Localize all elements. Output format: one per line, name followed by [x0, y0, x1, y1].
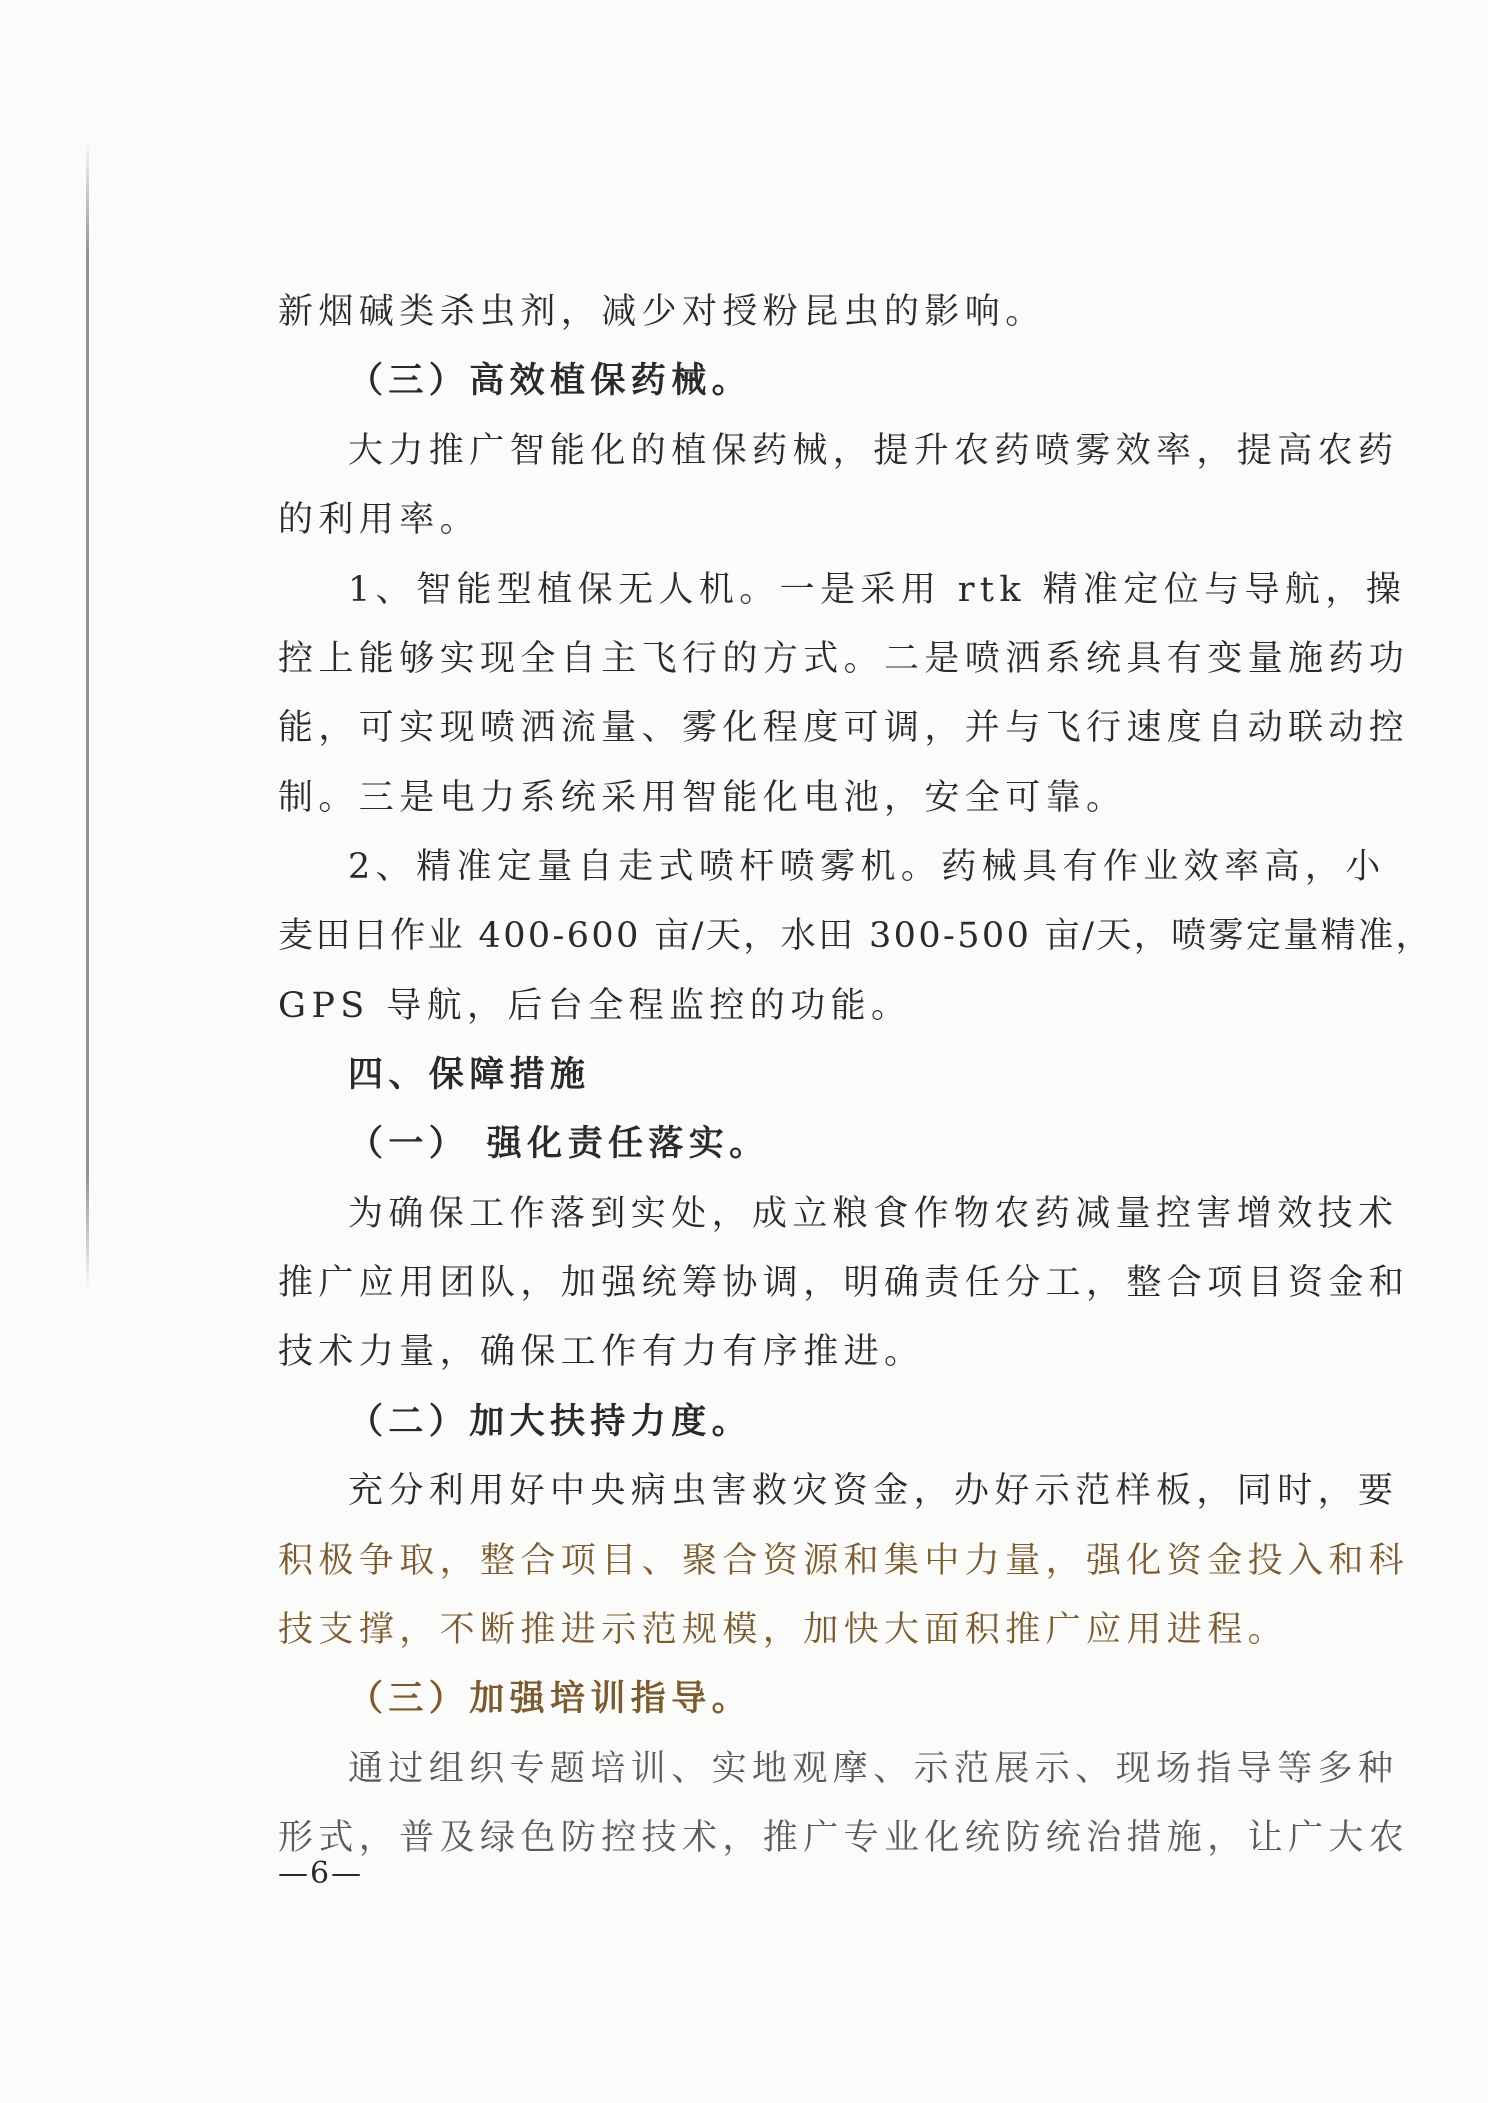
- paragraph-line: 麦田日作业 400-600 亩/天，水田 300-500 亩/天，喷雾定量精准，: [278, 916, 1433, 956]
- paragraph-line: 2、精准定量自走式喷杆喷雾机。药械具有作业效率高，小: [348, 847, 1386, 887]
- section-heading: （三）高效植保药械。: [348, 361, 753, 401]
- paragraph-line: 积极争取，整合项目、聚合资源和集中力量，强化资金投入和科: [278, 1541, 1410, 1581]
- paragraph-line: 控上能够实现全自主飞行的方式。二是喷洒系统具有变量施药功: [278, 639, 1410, 679]
- section-heading: （三）加强培训指导。: [348, 1679, 753, 1719]
- paragraph-line: 充分利用好中央病虫害救灾资金，办好示范样板，同时，要: [348, 1471, 1399, 1511]
- scan-edge-shadow: [86, 140, 89, 1290]
- paragraph-line: 形式，普及绿色防控技术，推广专业化统防统治措施，让广大农: [278, 1818, 1410, 1858]
- paragraph-line: 推广应用团队，加强统筹协调，明确责任分工，整合项目资金和: [278, 1263, 1410, 1303]
- page-number: —6—: [278, 1856, 364, 1891]
- paragraph-line: 为确保工作落到实处，成立粮食作物农药减量控害增效技术: [348, 1194, 1399, 1234]
- section-heading: （二）加大扶持力度。: [348, 1402, 753, 1442]
- chapter-heading: 四、保障措施: [348, 1055, 591, 1095]
- paragraph-line: GPS 导航，后台全程监控的功能。: [278, 986, 912, 1026]
- paragraph-line: 的利用率。: [278, 500, 481, 540]
- paragraph-line: 大力推广智能化的植保药械，提升农药喷雾效率，提高农药: [348, 431, 1399, 471]
- paragraph-line: 技支撑，不断推进示范规模，加快大面积推广应用进程。: [278, 1610, 1289, 1650]
- paragraph-line: 1、智能型植保无人机。一是采用 rtk 精准定位与导航，操: [348, 570, 1407, 610]
- paragraph-line: 制。三是电力系统采用智能化电池，安全可靠。: [278, 778, 1127, 818]
- section-heading: （一） 强化责任落实。: [348, 1124, 770, 1164]
- paragraph-line: 通过组织专题培训、实地观摩、示范展示、现场指导等多种: [348, 1749, 1399, 1789]
- paragraph-line: 技术力量，确保工作有力有序推进。: [278, 1332, 925, 1372]
- paragraph-line: 能，可实现喷洒流量、雾化程度可调，并与飞行速度自动联动控: [278, 708, 1410, 748]
- paragraph-line: 新烟碱类杀虫剂，减少对授粉昆虫的影响。: [278, 292, 1046, 332]
